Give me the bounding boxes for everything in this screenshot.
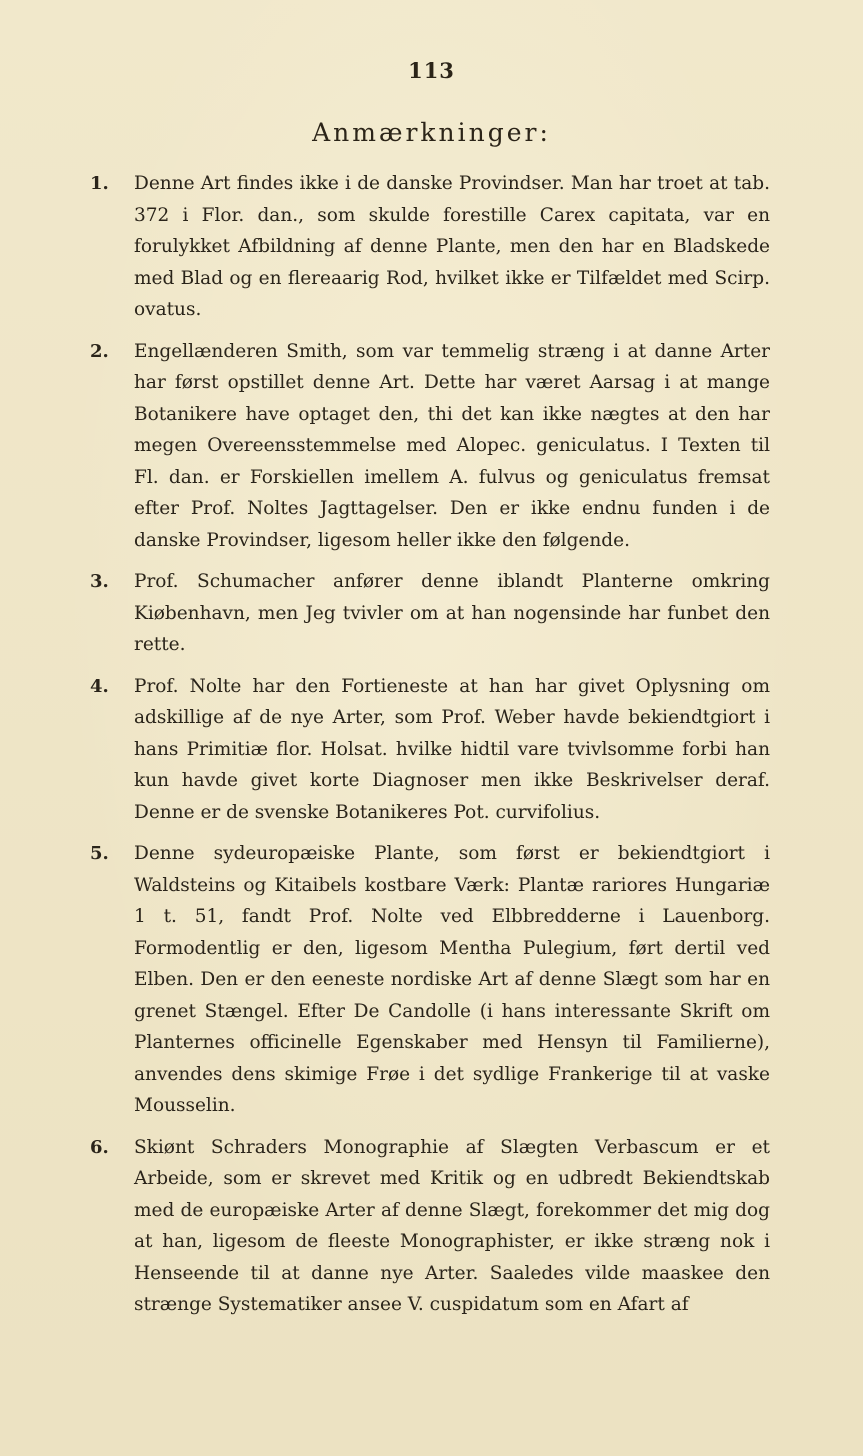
note-item — [90, 566, 770, 661]
note-number: 4. — [90, 675, 109, 697]
page-heading: Anmærkninger: — [312, 118, 551, 147]
note-number: 6. — [90, 1136, 109, 1158]
note-number: 5. — [90, 843, 109, 864]
note-text: Denne sydeuropæiske Plante, som først er bekiendtgiort i Waldsteins og Kitaibels kostbare Værk: Plantæ rariores Hungariæ 1 t. 51, fandt Prof. Nolte ved Elbbredderne i Lauenborg. Formodentlig er den, ligesom Mentha Pulegium, ført dertil ved Elben. Den er den eeneste nordiske Art af denne Slægt som har en grenet Stængel. Efter De Candolle (i hans interessante Skrift om Planternes officinelle Egenskaber med Hensyn til Familierne), anvendes dens skimige Frøe i det sydlige Frankerige til at vaske Mousselin. — [134, 843, 770, 1116]
note-item — [90, 336, 770, 557]
note-text: Prof. Nolte har den Fortieneste at han har givet Oplysning om adskillige af de nye Arter, som Prof. Weber havde bekiendtgiort i hans Primitiæ flor. Holsat. hvilke hidtil vare tvivlsomme forbi han kun havde givet korte Diagnoser men ikke Beskrivelser deraf. Denne er de svenske Botanikeres Pot. curvifolius. — [134, 675, 770, 823]
note-text: Skiønt Schraders Monographie af Slægten Verbascum er et Arbeide, som er skrevet med Kritik og en udbredt Bekiendtskab med de europæiske Arter af denne Slægt, forekommer det mig dog at han, ligesom de fleeste Monographister, er ikke stræng nok i Henseende til at danne nye Arter. Saaledes vilde maaskee den strænge Systematiker ansee V. cuspidatum som en Afart af — [134, 1136, 770, 1315]
note-item — [90, 1132, 770, 1321]
notes-list — [90, 168, 770, 1331]
note-number: 3. — [90, 571, 109, 592]
note-text: Prof. Schumacher anfører denne iblandt Planterne omkring Kiøbenhavn, men Jeg tvivler om at han nogensinde har funbet den rette. — [134, 571, 770, 655]
note-number: 2. — [90, 340, 109, 362]
note-number: 1. — [90, 173, 109, 194]
note-text: Denne Art findes ikke i de danske Provindser. Man har troet at tab. 372 i Flor. dan., som skulde forestille Carex capitata, var en forulykket Afbildning af denne Plante, men den har en Bladskede med Blad og en flereaarig Rod, hvilket ikke er Tilfældet med Scirp. ovatus. — [134, 173, 770, 320]
page-number: 113 — [408, 58, 455, 83]
note-item — [90, 838, 770, 1122]
note-text: Engellænderen Smith, som var temmelig stræng i at danne Arter har først opstillet denne Art. Dette har været Aarsag i at mange Botanikere have optaget den, thi det kan ikke nægtes at den har megen Overeensstemmelse med Alopec. geniculatus. I Texten til Fl. dan. er Forskiellen imellem A. fulvus og geniculatus fremsat efter Prof. Noltes Jagttagelser. Den er ikke endnu funden i de danske Provindser, ligesom heller ikke den følgende. — [134, 340, 770, 551]
note-item — [90, 671, 770, 829]
note-item — [90, 168, 770, 326]
